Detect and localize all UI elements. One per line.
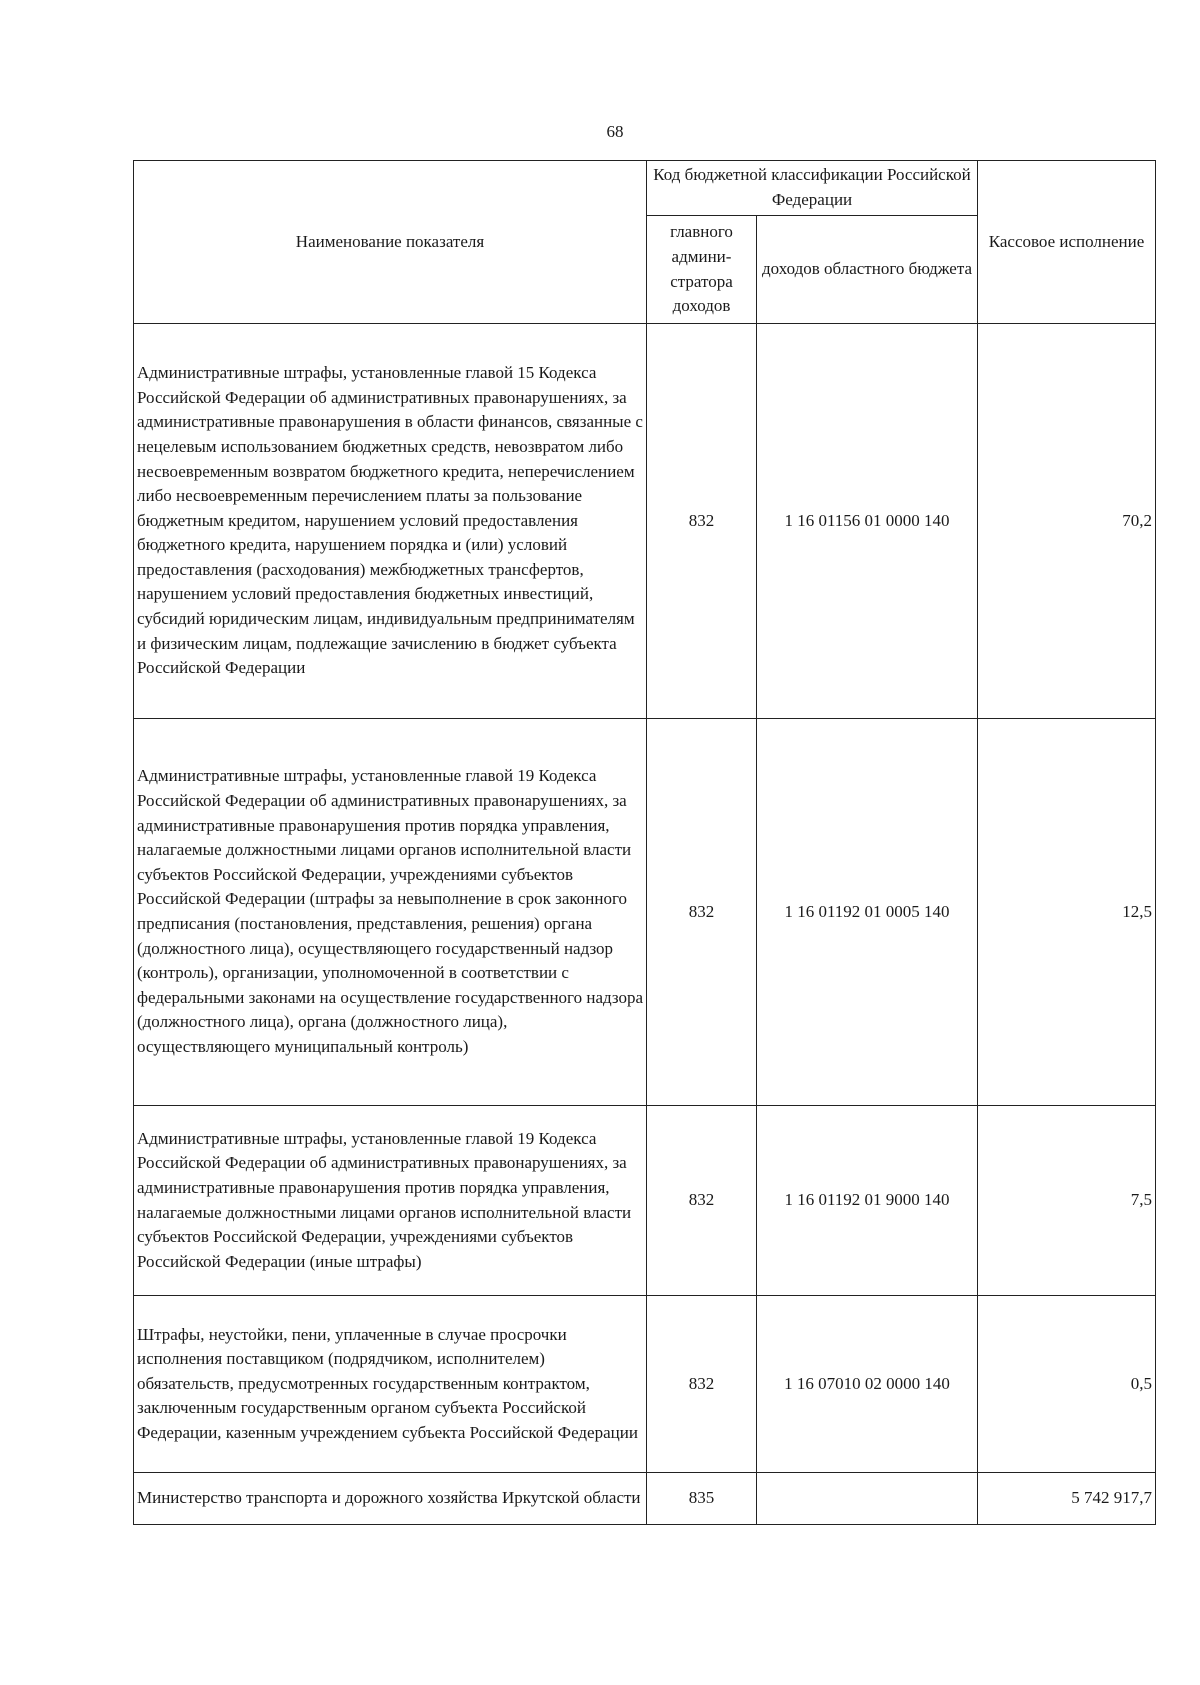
row-admin-code: 835 xyxy=(647,1473,757,1525)
row-name: Административные штрафы, установленные главой 15 Кодекса Российской Федерации об административных правонарушениях, за административные правонарушения в области финансов, связанные с нецелевым использованием бюджетных средств, невозвратом либо несвоевременным возвратом бюджетного кредита, неперечислением либо несвоевременным перечислением платы за пользование бюджетным кредитом, нарушением условий предоставления бюджетного кредита, нарушением порядка и (или) условий предоставления (расходования) межбюджетных трансфертов, нарушением условий предоставления бюджетных инвестиций, субсидий юридическим лицам, индивидуальным предпринимателям и физическим лицам, подлежащие зачислению в бюджет субъекта Российской Федерации xyxy=(134,324,647,719)
header-code-group: Код бюджетной классификации Российской Федерации xyxy=(647,161,978,216)
row-admin-code: 832 xyxy=(647,719,757,1106)
row-amount: 70,2 xyxy=(978,324,1156,719)
header-code: доходов областного бюджета xyxy=(757,216,978,324)
table-row xyxy=(134,1106,1156,1296)
page-number: 68 xyxy=(606,122,624,141)
row-name: Административные штрафы, установленные главой 19 Кодекса Российской Федерации об административных правонарушениях, за административные правонарушения против порядка управления, налагаемые должностными лицами органов исполнительной власти субъектов Российской Федерации, учреждениями субъектов Российской Федерации (штрафы за невыполнение в срок законного предписания (постановления, представления, решения) органа (должностного лица), осуществляющего государственный надзор (контроль), организации, уполномоченной в соответствии с федеральными законами на осуществление государственного надзора (должностного лица), органа (должностного лица), осуществляющего муниципальный контроль) xyxy=(134,719,647,1106)
table-row xyxy=(134,324,1156,719)
table-row xyxy=(134,719,1156,1106)
row-admin-code: 832 xyxy=(647,1296,757,1473)
row-amount: 0,5 xyxy=(978,1296,1156,1473)
row-budget-code: 1 16 01192 01 9000 140 xyxy=(757,1106,978,1296)
header-name: Наименование показателя xyxy=(134,161,647,324)
row-amount: 5 742 917,7 xyxy=(978,1473,1156,1525)
header-admin: главного админи-стратора доходов xyxy=(647,216,757,324)
row-name: Штрафы, неустойки, пени, уплаченные в случае просрочки исполнения поставщиком (подрядчиком, исполнителем) обязательств, предусмотренных государственным контрактом, заключенным государственным органом субъекта Российской Федерации, казенным учреждением субъекта Российской Федерации xyxy=(134,1296,647,1473)
row-budget-code xyxy=(757,1473,978,1525)
row-admin-code: 832 xyxy=(647,1106,757,1296)
table-row xyxy=(134,1473,1156,1525)
row-amount: 12,5 xyxy=(978,719,1156,1106)
budget-table xyxy=(133,160,1156,1525)
row-amount: 7,5 xyxy=(978,1106,1156,1296)
row-admin-code: 832 xyxy=(647,324,757,719)
row-name: Министерство транспорта и дорожного хозяйства Иркутской области xyxy=(134,1473,647,1525)
table-row xyxy=(134,1296,1156,1473)
row-budget-code: 1 16 01192 01 0005 140 xyxy=(757,719,978,1106)
header-amount: Кассовое исполнение xyxy=(978,161,1156,324)
row-budget-code: 1 16 07010 02 0000 140 xyxy=(757,1296,978,1473)
row-budget-code: 1 16 01156 01 0000 140 xyxy=(757,324,978,719)
row-name: Административные штрафы, установленные главой 19 Кодекса Российской Федерации об административных правонарушениях, за административные правонарушения против порядка управления, налагаемые должностными лицами органов исполнительной власти субъектов Российской Федерации, учреждениями субъектов Российской Федерации (иные штрафы) xyxy=(134,1106,647,1296)
